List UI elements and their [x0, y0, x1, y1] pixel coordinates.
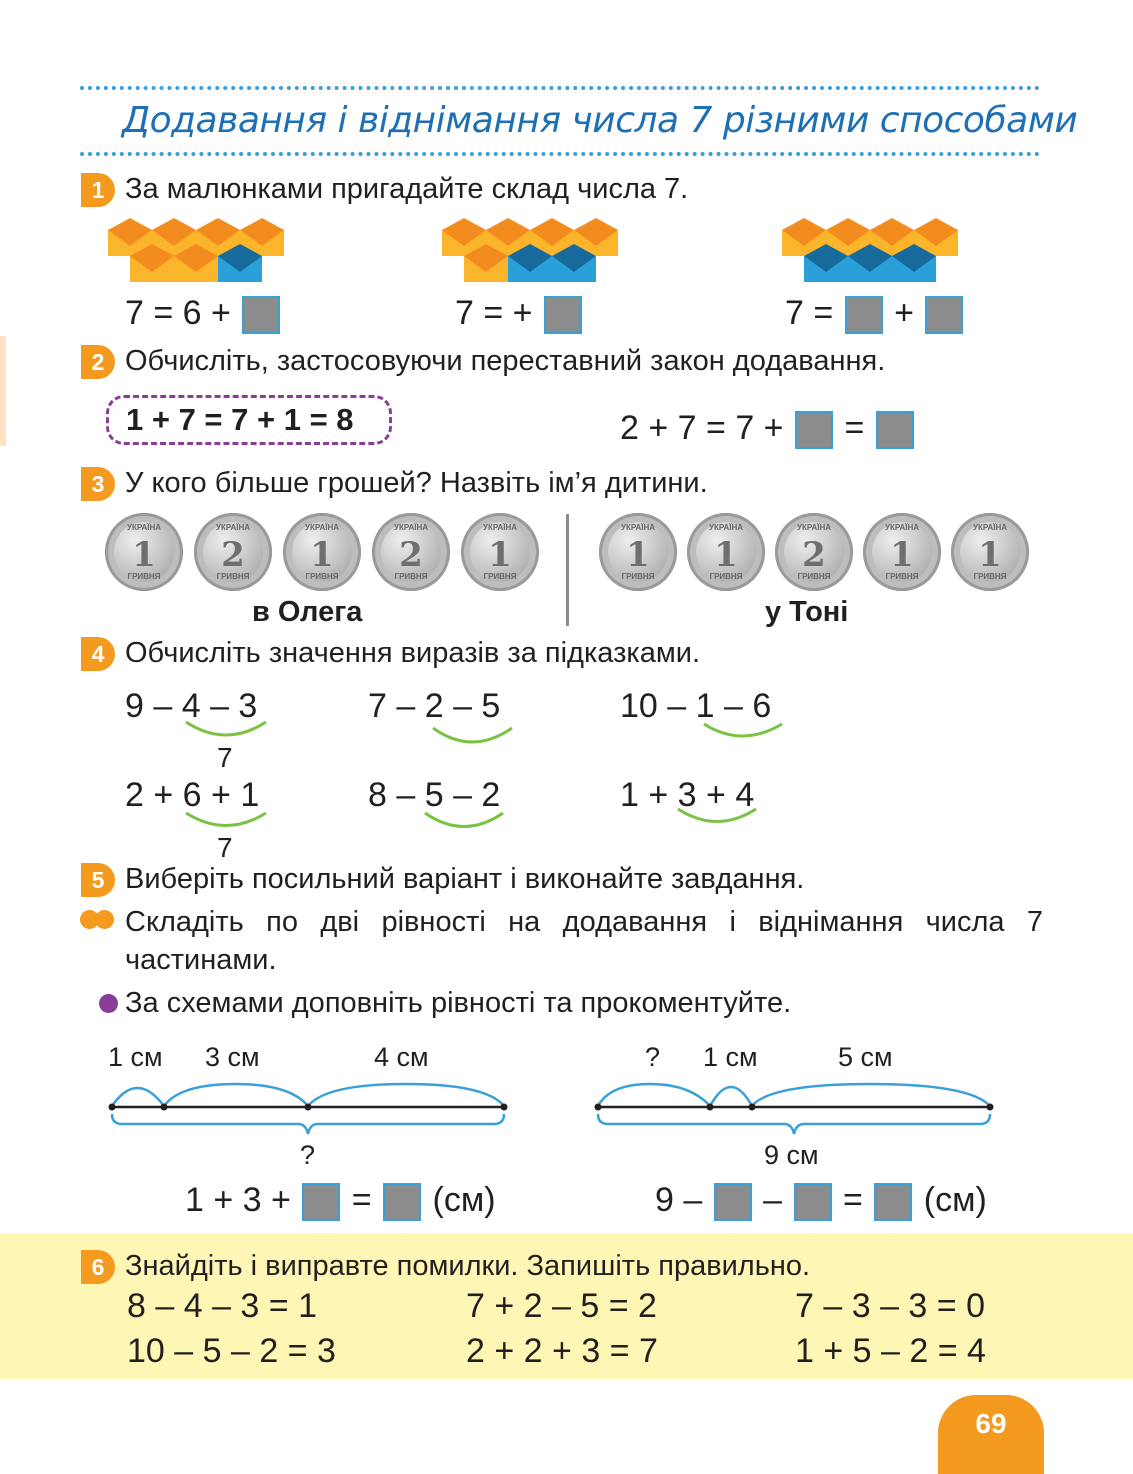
answer-box[interactable]: [383, 1183, 421, 1221]
task-1-number: 1: [81, 173, 115, 207]
hint-arc: [433, 728, 512, 742]
page-title: Додавання і віднімання числа 7 різними способами: [122, 100, 1078, 141]
coin-icon: УКРАЇНА 2 ГРИВНЯ: [372, 513, 450, 591]
task-2-text: Обчисліть, застосовуючи переставний закон додавання.: [125, 345, 886, 377]
task-4-text: Обчисліть значення виразів за підказками.: [125, 637, 701, 669]
task-2-number: 2: [81, 345, 115, 379]
expr-2: 7 – 2 – 5: [368, 687, 501, 725]
coin-icon: УКРАЇНА 1 ГРИВНЯ: [951, 513, 1029, 591]
coin-icon: УКРАЇНА 1 ГРИВНЯ: [687, 513, 765, 591]
coin-icon: УКРАЇНА 1 ГРИВНЯ: [599, 513, 677, 591]
task-1-eq-2: 7 = +: [455, 293, 584, 334]
coin-icon: УКРАЇНА 1 ГРИВНЯ: [461, 513, 539, 591]
t6-eq: 2 + 2 + 3 = 7: [466, 1332, 658, 1370]
task-1-eq-1: 7 = 6 +: [125, 293, 282, 334]
task-5-number: 5: [81, 863, 115, 897]
answer-box[interactable]: [874, 1183, 912, 1221]
expr-4: 2 + 6 + 1: [125, 776, 260, 814]
t6-eq: 7 – 3 – 3 = 0: [795, 1287, 985, 1325]
t6-eq: 8 – 4 – 3 = 1: [127, 1287, 317, 1325]
scheme2-label-c: 5 см: [838, 1042, 893, 1072]
scheme-2: [590, 1070, 1000, 1150]
hint-arc: [704, 724, 782, 736]
task-3-number: 3: [81, 467, 115, 501]
task-1-text: За малюнками пригадайте склад числа 7.: [125, 173, 689, 205]
one-dot-bullet: [99, 994, 118, 1018]
task-2-example-text: 1 + 7 = 7 + 1 = 8: [126, 402, 354, 437]
label-tonya: у Тоні: [765, 596, 849, 628]
task-3-text: У кого більше грошей? Назвіть ім’я дитини.: [125, 467, 708, 499]
scheme2-label-b: 1 см: [703, 1042, 758, 1072]
scheme1-label-c: 4 см: [374, 1042, 429, 1072]
hint-2: 7: [217, 832, 233, 863]
expr-3: 10 – 1 – 6: [620, 687, 772, 725]
hint-1: 7: [217, 742, 233, 773]
t6-eq: 7 + 2 – 5 = 2: [466, 1287, 657, 1325]
task-1-eq-3: 7 = +: [785, 293, 965, 334]
expr-6: 1 + 3 + 4: [620, 776, 755, 814]
task-5-text: Виберіть посильний варіант і виконайте завдання.: [125, 863, 805, 895]
answer-box[interactable]: [714, 1183, 752, 1221]
expr-5: 8 – 5 – 2: [368, 776, 501, 814]
task-6-text: Знайдіть і виправте помилки. Запишіть правильно.: [125, 1250, 811, 1282]
hint-arc: [678, 809, 756, 822]
scheme1-label-a: 1 см: [108, 1042, 163, 1072]
scheme2-eq: 9 – – = (см): [655, 1180, 987, 1221]
task-5-option-1: За схемами доповніть рівності та прокоментуйте.: [125, 987, 792, 1019]
page-number: 69: [938, 1395, 1044, 1474]
hint-arc: [186, 722, 266, 735]
scheme2-label-a: ?: [645, 1042, 661, 1072]
scheme2-total: 9 см: [764, 1140, 819, 1170]
answer-box[interactable]: [794, 1183, 832, 1221]
scheme1-question: ?: [300, 1140, 316, 1170]
task-5-option-2: Складіть по дві рівності на додавання і віднімання числа 7 частинами.: [125, 906, 1043, 976]
coin-icon: УКРАЇНА 1 ГРИВНЯ: [105, 513, 183, 591]
hint-arc: [425, 813, 503, 827]
task-2-eq: 2 + 7 = 7 + =: [620, 408, 916, 449]
task-6-number: 6: [81, 1250, 115, 1284]
hint-arc: [186, 813, 266, 826]
scheme1-eq: 1 + 3 + = (см): [185, 1180, 496, 1221]
scheme-1: [100, 1070, 520, 1150]
task-4-number: 4: [81, 637, 115, 671]
t6-eq: 1 + 5 – 2 = 4: [795, 1332, 986, 1370]
coin-icon: УКРАЇНА 2 ГРИВНЯ: [775, 513, 853, 591]
answer-box[interactable]: [302, 1183, 340, 1221]
two-dot-bullet: [80, 910, 114, 934]
scheme1-label-b: 3 см: [205, 1042, 260, 1072]
coin-icon: УКРАЇНА 1 ГРИВНЯ: [863, 513, 941, 591]
label-oleg: в Олега: [252, 596, 363, 628]
expr-1: 9 – 4 – 3: [125, 687, 258, 725]
t6-eq: 10 – 5 – 2 = 3: [127, 1332, 336, 1370]
coin-icon: УКРАЇНА 1 ГРИВНЯ: [283, 513, 361, 591]
coin-icon: УКРАЇНА 2 ГРИВНЯ: [194, 513, 272, 591]
